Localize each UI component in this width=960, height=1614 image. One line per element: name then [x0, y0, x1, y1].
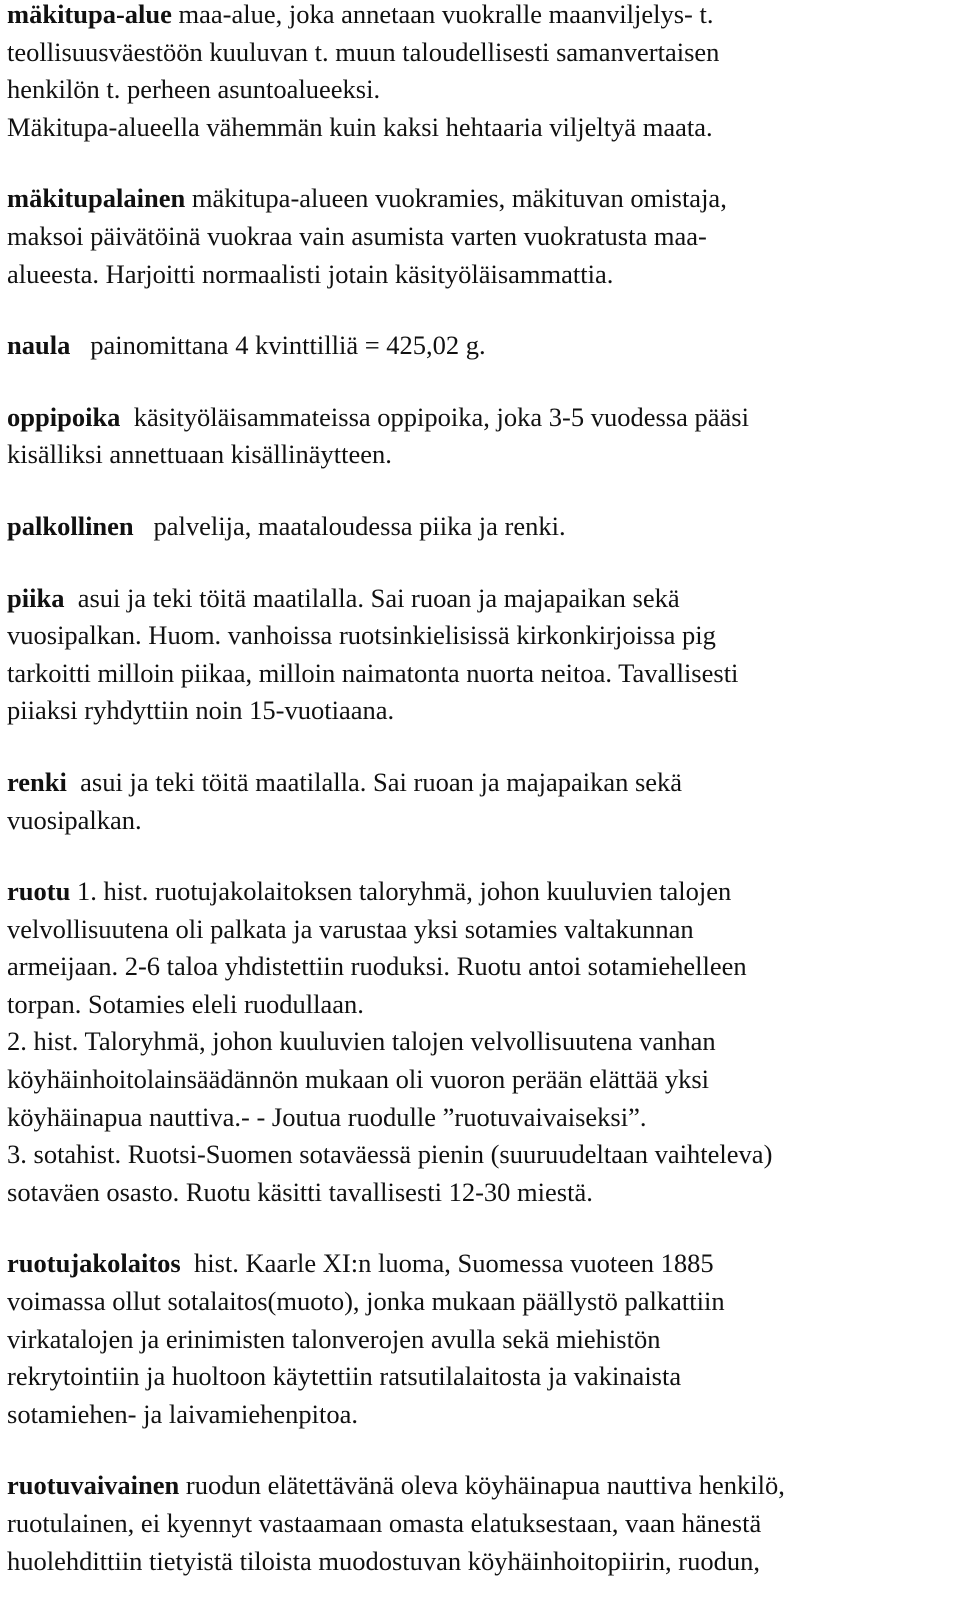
entry-text: sotaväen osasto. Ruotu käsitti tavallisesti 12-30 miestä.: [7, 1176, 593, 1207]
entry-term: oppipoika: [7, 401, 121, 432]
entry-line: [7, 1174, 953, 1212]
entry-text: huolehdittiin tietyistä tiloista muodostuvan köyhäinhoitopiirin, ruodun,: [7, 1545, 760, 1576]
entry-line: [7, 1283, 953, 1321]
entry-line: [7, 109, 953, 147]
entry-line: [7, 436, 953, 474]
entry-text: armeijaan. 2-6 taloa yhdistettiin ruoduksi. Ruotu antoi sotamiehelleen: [7, 951, 747, 982]
entry-term: piika: [7, 582, 65, 613]
glossary-entry: [7, 873, 953, 1211]
entry-text: palvelija, maataloudessa piika ja renki.: [133, 510, 566, 541]
entry-line: [7, 327, 953, 365]
entry-line: [7, 218, 953, 256]
entry-line: [7, 34, 953, 72]
glossary-page: [7, 0, 953, 1614]
entry-line: [7, 873, 953, 911]
entry-text: maksoi päivätöinä vuokraa vain asumista varten vuokratusta maa-: [7, 220, 707, 251]
entry-line: [7, 580, 953, 618]
glossary-entry: [7, 1245, 953, 1433]
entry-text: virkatalojen ja erinimisten talonverojen avulla sekä miehistön: [7, 1323, 661, 1354]
entry-line: [7, 1396, 953, 1434]
entry-line: [7, 1467, 953, 1505]
entry-line: [7, 1061, 953, 1099]
glossary-entry: [7, 1467, 953, 1580]
entry-text: Mäkitupa-alueella vähemmän kuin kaksi hehtaaria viljeltyä maata.: [7, 111, 713, 142]
entry-line: [7, 1505, 953, 1543]
entry-line: [7, 1543, 953, 1581]
entry-line: [7, 764, 953, 802]
glossary-entry: [7, 327, 953, 365]
entry-line: [7, 508, 953, 546]
entry-text: käsityöläisammateissa oppipoika, joka 3-5 vuodessa pääsi: [120, 401, 749, 432]
entry-line: [7, 1136, 953, 1174]
entry-line: [7, 180, 953, 218]
entry-line: [7, 911, 953, 949]
entry-line: [7, 948, 953, 986]
entry-text: henkilön t. perheen asuntoalueeksi.: [7, 74, 381, 105]
entry-text: kisälliksi annettuaan kisällinäytteen.: [7, 439, 392, 470]
entry-text: ruodun elätettävänä oleva köyhäinapua nauttiva henkilö,: [179, 1470, 785, 1501]
entry-line: [7, 0, 953, 34]
entry-text: hist. Kaarle XI:n luoma, Suomessa vuoteen 1885: [180, 1248, 714, 1279]
entry-line: [7, 802, 953, 840]
entry-line: [7, 1099, 953, 1137]
entry-text: painomittana 4 kvinttilliä = 425,02 g.: [70, 330, 486, 361]
entry-line: [7, 1023, 953, 1061]
entry-text: asui ja teki töitä maatilalla. Sai ruoan ja majapaikan sekä: [66, 766, 683, 797]
entry-term: mäkitupa-alue: [7, 0, 172, 29]
entry-line: [7, 617, 953, 655]
entry-text: köyhäinhoitolainsäädännön mukaan oli vuoron perään elättää yksi: [7, 1064, 710, 1095]
entry-text: vuosipalkan.: [7, 804, 142, 835]
entry-text: maa-alue, joka annetaan vuokralle maanviljelys- t.: [171, 0, 714, 29]
entry-term: mäkitupalainen: [7, 183, 186, 214]
glossary-entry: [7, 580, 953, 730]
entry-text: velvollisuutena oli palkata ja varustaa yksi sotamies valtakunnan: [7, 913, 694, 944]
entry-text: rekrytointiin ja huoltoon käytettiin ratsutilalaitosta ja vakinaista: [7, 1361, 682, 1392]
entry-line: [7, 71, 953, 109]
entry-line: [7, 399, 953, 437]
entry-line: [7, 986, 953, 1024]
entry-text: voimassa ollut sotalaitos(muoto), jonka mukaan päällystö palkattiin: [7, 1286, 725, 1317]
entry-line: [7, 1358, 953, 1396]
entry-text: torpan. Sotamies eleli ruodullaan.: [7, 988, 364, 1019]
entry-text: 3. sotahist. Ruotsi-Suomen sotaväessä pienin (suuruudeltaan vaihteleva): [7, 1139, 773, 1170]
entry-text: tarkoitti milloin piikaa, milloin naimatonta nuorta neitoa. Tavallisesti: [7, 657, 739, 688]
entry-text: 1. hist. ruotujakolaitoksen taloryhmä, johon kuuluvien talojen: [70, 876, 732, 907]
entry-text: teollisuusväestöön kuuluvan t. muun taloudellisesti samanvertaisen: [7, 36, 720, 67]
entry-text: ruotulainen, ei kyennyt vastaamaan omasta elatuksestaan, vaan hänestä: [7, 1508, 762, 1538]
entry-text: alueesta. Harjoitti normaalisti jotain käsityöläisammattia.: [7, 258, 614, 289]
entry-text: asui ja teki töitä maatilalla. Sai ruoan ja majapaikan sekä: [64, 582, 680, 613]
entry-line: [7, 256, 953, 294]
entry-term: ruotu: [7, 876, 71, 907]
entry-term: palkollinen: [7, 510, 134, 541]
entry-term: ruotuvaivainen: [7, 1470, 180, 1501]
glossary-entry: [7, 764, 953, 839]
entry-text: sotamiehen- ja laivamiehenpitoa.: [7, 1398, 358, 1429]
entry-text: vuosipalkan. Huom. vanhoissa ruotsinkielisissä kirkonkirjoissa pig: [7, 620, 716, 651]
glossary-entry: [7, 180, 953, 293]
glossary-entry: [7, 508, 953, 546]
entry-text: piiaksi ryhdyttiin noin 15-vuotiaana.: [7, 695, 395, 726]
entry-line: [7, 1321, 953, 1359]
entry-term: renki: [7, 766, 67, 797]
entry-text: mäkitupa-alueen vuokramies, mäkituvan omistaja,: [185, 183, 727, 214]
entry-line: [7, 692, 953, 730]
glossary-entry: [7, 0, 953, 146]
entry-term: ruotujakolaitos: [7, 1248, 181, 1279]
entry-term: naula: [7, 330, 71, 361]
entry-line: [7, 655, 953, 693]
entry-line: [7, 1245, 953, 1283]
entry-text: köyhäinapua nauttiva.- - Joutua ruodulle ”ruotuvaivaiseksi”.: [7, 1101, 647, 1132]
entry-text: 2. hist. Taloryhmä, johon kuuluvien talojen velvollisuutena vanhan: [7, 1026, 716, 1057]
glossary-entry: [7, 399, 953, 474]
